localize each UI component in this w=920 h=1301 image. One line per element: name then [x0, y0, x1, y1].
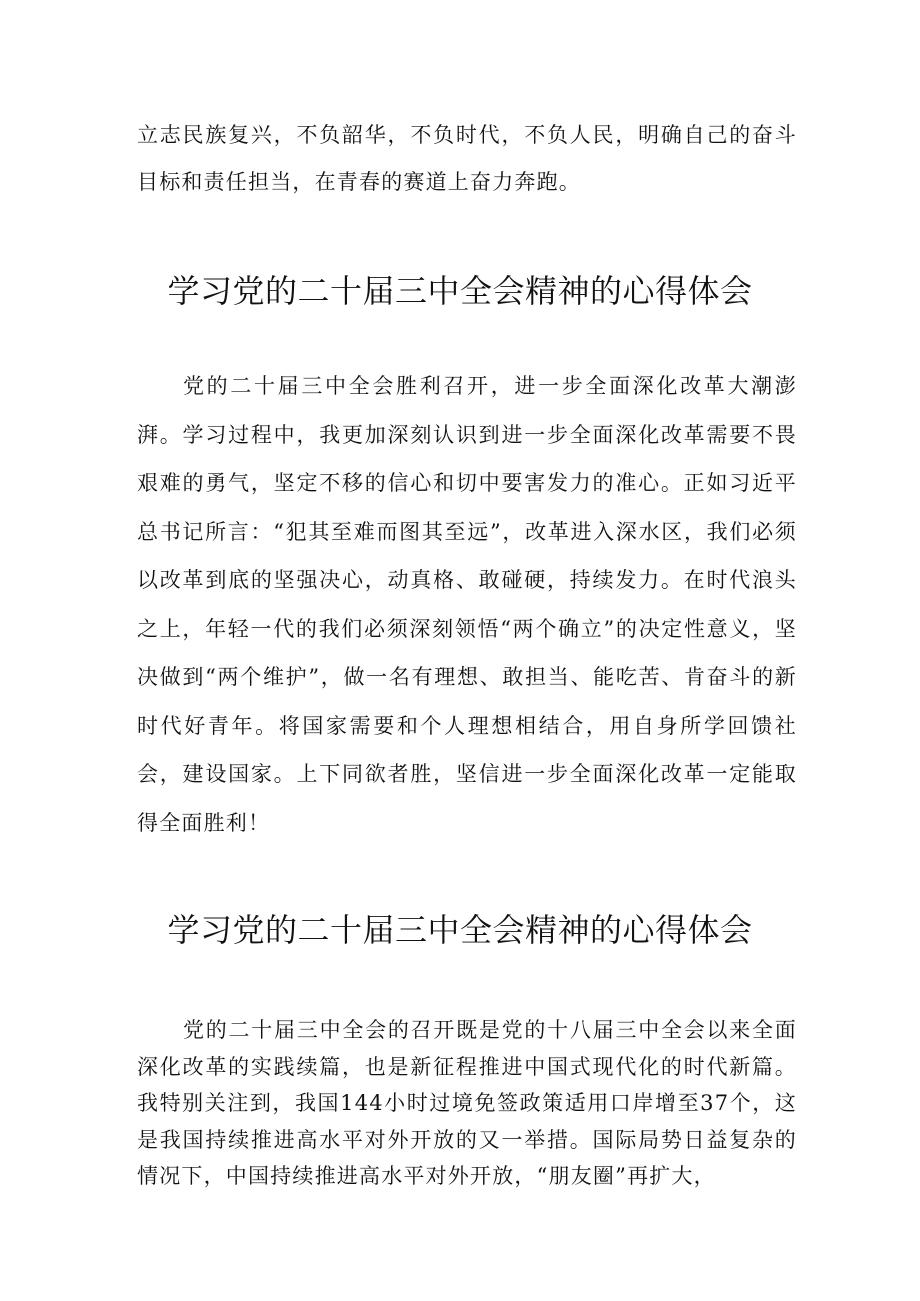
section-heading-2: 学习党的二十届三中全会精神的心得体会 [167, 911, 753, 949]
section-heading-1: 学习党的二十届三中全会精神的心得体会 [167, 272, 753, 310]
body-paragraph-3: 党的二十届三中全会的召开既是党的十八届三中全会以来全面深化改革的实践续篇，也是新征程推进中国式现代化的时代新篇。我特别关注到，我国144小时过境免签政策适用口岸增至37个，这是我国持续推进高水平对外开放的又一举措。国际局势日益复杂的情况下，中国持续推进高水平对外开放，“朋友圈”再扩大， [137, 1018, 797, 1188]
body-paragraph-1: 立志民族复兴，不负韶华，不负时代，不负人民，明确自己的奋斗目标和责任担当，在青春的赛道上奋力奔跑。 [137, 123, 797, 194]
body-paragraph-2: 党的二十届三中全会胜利召开，进一步全面深化改革大潮澎湃。学习过程中，我更加深刻认识到进一步全面深化改革需要不畏艰难的勇气，坚定不移的信心和切中要害发力的准心。正如习近平总书记所言：“犯其至难而图其至远”，改革进入深水区，我们必须以改革到底的坚强决心，动真格、敢碰硬，持续发力。在时代浪头之上，年轻一代的我们必须深刻领悟“两个确立”的决定性意义，坚决做到“两个维护”，做一名有理想、敢担当、能吃苦、肯奋斗的新时代好青年。将国家需要和个人理想相结合，用自身所学回馈社会，建设国家。上下同欲者胜，坚信进一步全面深化改革一定能取得全面胜利！ [137, 374, 797, 835]
